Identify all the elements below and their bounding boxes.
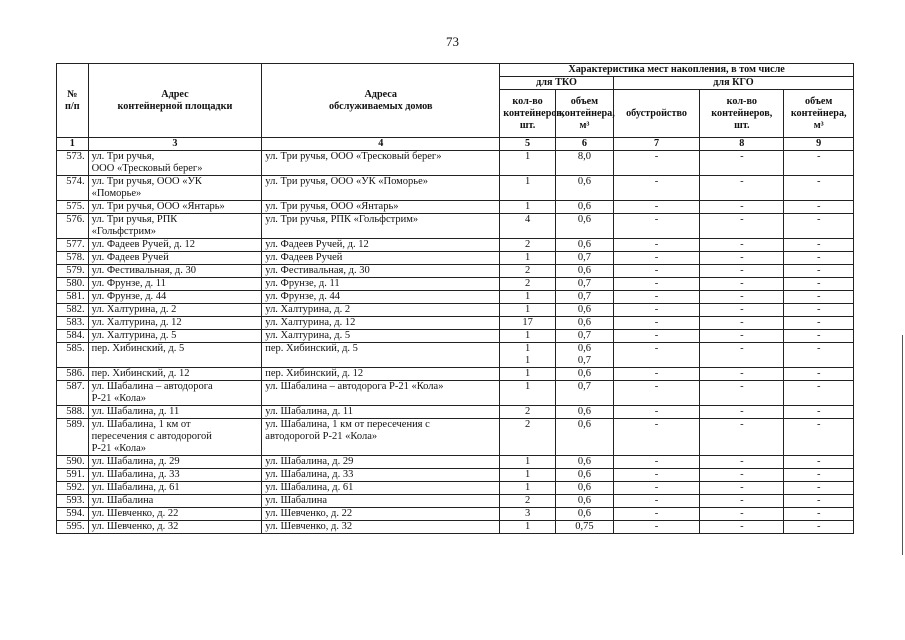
tko-container-volume: 0,6 bbox=[556, 201, 614, 214]
served-address: ул. Халтурина, д. 5 bbox=[262, 330, 500, 343]
column-numbers-row bbox=[57, 138, 854, 151]
arrangement: - bbox=[613, 151, 699, 176]
arrangement: - bbox=[613, 495, 699, 508]
site-address: ул. Три ручья, РПК «Гольфстрим» bbox=[88, 214, 262, 239]
row-number: 584. bbox=[57, 330, 89, 343]
site-address: ул. Шабалина, 1 км от пересечения с автодорогой Р-21 «Кола» bbox=[88, 419, 262, 456]
table-row bbox=[57, 508, 854, 521]
tko-container-volume: 0,7 bbox=[556, 291, 614, 304]
site-address: ул. Три ручья, ООО «Янтарь» bbox=[88, 201, 262, 214]
row-number: 578. bbox=[57, 252, 89, 265]
kgo-container-volume: - bbox=[784, 508, 854, 521]
site-address: ул. Фрунзе, д. 44 bbox=[88, 291, 262, 304]
site-address: ул. Шевченко, д. 22 bbox=[88, 508, 262, 521]
arrangement: - bbox=[613, 343, 699, 368]
served-address: ул. Шабалина, д. 11 bbox=[262, 406, 500, 419]
site-address: ул. Шабалина, д. 29 bbox=[88, 456, 262, 469]
header-served-addresses: Адреса обслуживаемых домов bbox=[262, 64, 500, 138]
header-characteristics: Характеристика мест накопления, в том числе bbox=[500, 64, 854, 77]
header-site-address: Адрес контейнерной площадки bbox=[88, 64, 262, 138]
arrangement: - bbox=[613, 469, 699, 482]
row-number: 575. bbox=[57, 201, 89, 214]
tko-container-count: 1 1 bbox=[500, 343, 556, 368]
site-address: ул. Фрунзе, д. 11 bbox=[88, 278, 262, 291]
table-row bbox=[57, 406, 854, 419]
kgo-container-count: - bbox=[700, 201, 784, 214]
tko-container-count: 1 bbox=[500, 482, 556, 495]
kgo-container-count: - bbox=[700, 278, 784, 291]
served-address: ул. Шабалина, д. 61 bbox=[262, 482, 500, 495]
tko-container-volume: 0,6 bbox=[556, 406, 614, 419]
tko-container-volume: 0,6 bbox=[556, 482, 614, 495]
kgo-container-count: - bbox=[700, 214, 784, 239]
kgo-container-volume: - bbox=[784, 368, 854, 381]
row-number: 592. bbox=[57, 482, 89, 495]
kgo-container-count: - bbox=[700, 368, 784, 381]
kgo-container-count: - bbox=[700, 381, 784, 406]
served-address: ул. Шабалина, д. 29 bbox=[262, 456, 500, 469]
arrangement: - bbox=[613, 456, 699, 469]
served-address: ул. Шабалина – автодорога Р-21 «Кола» bbox=[262, 381, 500, 406]
page-edge-line bbox=[902, 335, 903, 555]
served-address: ул. Шабалина bbox=[262, 495, 500, 508]
tko-container-count: 4 bbox=[500, 214, 556, 239]
kgo-container-volume: - bbox=[784, 151, 854, 176]
table-body bbox=[57, 151, 854, 534]
served-address: ул. Халтурина, д. 12 bbox=[262, 317, 500, 330]
tko-container-count: 2 bbox=[500, 495, 556, 508]
table-row bbox=[57, 482, 854, 495]
tko-container-count: 1 bbox=[500, 304, 556, 317]
row-number: 577. bbox=[57, 239, 89, 252]
kgo-container-volume: - bbox=[784, 381, 854, 406]
kgo-container-volume: - bbox=[784, 456, 854, 469]
row-number: 585. bbox=[57, 343, 89, 368]
served-address: пер. Хибинский, д. 5 bbox=[262, 343, 500, 368]
kgo-container-count: - bbox=[700, 265, 784, 278]
site-address: ул. Шабалина, д. 61 bbox=[88, 482, 262, 495]
table-row bbox=[57, 456, 854, 469]
site-address: ул. Халтурина, д. 12 bbox=[88, 317, 262, 330]
tko-container-volume: 0,6 bbox=[556, 495, 614, 508]
row-number: 591. bbox=[57, 469, 89, 482]
tko-container-count: 2 bbox=[500, 265, 556, 278]
row-number: 589. bbox=[57, 419, 89, 456]
tko-container-volume: 8,0 bbox=[556, 151, 614, 176]
kgo-container-count: - bbox=[700, 317, 784, 330]
header-tko-count: кол-во контейнеров, шт. bbox=[500, 90, 556, 138]
served-address: ул. Халтурина, д. 2 bbox=[262, 304, 500, 317]
kgo-container-volume: - bbox=[784, 291, 854, 304]
served-address: ул. Три ручья, ООО «Янтарь» bbox=[262, 201, 500, 214]
row-number: 590. bbox=[57, 456, 89, 469]
kgo-container-volume: - bbox=[784, 330, 854, 343]
table-row bbox=[57, 330, 854, 343]
served-address: пер. Хибинский, д. 12 bbox=[262, 368, 500, 381]
served-address: ул. Три ручья, ООО «УК «Поморье» bbox=[262, 176, 500, 201]
site-address: пер. Хибинский, д. 12 bbox=[88, 368, 262, 381]
served-address: ул. Шевченко, д. 32 bbox=[262, 521, 500, 534]
tko-container-volume: 0,6 bbox=[556, 469, 614, 482]
site-address: ул. Халтурина, д. 2 bbox=[88, 304, 262, 317]
tko-container-count: 1 bbox=[500, 368, 556, 381]
arrangement: - bbox=[613, 265, 699, 278]
arrangement: - bbox=[613, 176, 699, 201]
container-sites-table bbox=[56, 63, 854, 534]
tko-container-count: 3 bbox=[500, 508, 556, 521]
row-number: 579. bbox=[57, 265, 89, 278]
row-number: 594. bbox=[57, 508, 89, 521]
table-row bbox=[57, 304, 854, 317]
arrangement: - bbox=[613, 291, 699, 304]
table-row bbox=[57, 278, 854, 291]
tko-container-volume: 0,6 bbox=[556, 239, 614, 252]
tko-container-count: 1 bbox=[500, 469, 556, 482]
row-number: 580. bbox=[57, 278, 89, 291]
row-number: 582. bbox=[57, 304, 89, 317]
row-number: 574. bbox=[57, 176, 89, 201]
table-row bbox=[57, 176, 854, 201]
row-number: 583. bbox=[57, 317, 89, 330]
kgo-container-count: - bbox=[700, 176, 784, 201]
kgo-container-volume: - bbox=[784, 521, 854, 534]
column-number: 6 bbox=[556, 138, 614, 151]
kgo-container-count: - bbox=[700, 508, 784, 521]
site-address: ул. Три ручья, ООО «УК «Поморье» bbox=[88, 176, 262, 201]
tko-container-volume: 0,75 bbox=[556, 521, 614, 534]
kgo-container-count: - bbox=[700, 482, 784, 495]
tko-container-volume: 0,6 bbox=[556, 176, 614, 201]
kgo-container-count: - bbox=[700, 406, 784, 419]
arrangement: - bbox=[613, 419, 699, 456]
tko-container-volume: 0,6 bbox=[556, 214, 614, 239]
served-address: ул. Шабалина, 1 км от пересечения с автодорогой Р-21 «Кола» bbox=[262, 419, 500, 456]
tko-container-volume: 0,6 bbox=[556, 265, 614, 278]
table-row bbox=[57, 151, 854, 176]
tko-container-count: 2 bbox=[500, 406, 556, 419]
site-address: ул. Шевченко, д. 32 bbox=[88, 521, 262, 534]
table-row bbox=[57, 239, 854, 252]
arrangement: - bbox=[613, 214, 699, 239]
tko-container-count: 1 bbox=[500, 201, 556, 214]
tko-container-volume: 0,7 bbox=[556, 278, 614, 291]
served-address: ул. Фадеев Ручей, д. 12 bbox=[262, 239, 500, 252]
kgo-container-volume: - bbox=[784, 214, 854, 239]
served-address: ул. Фрунзе, д. 11 bbox=[262, 278, 500, 291]
header-tko: для ТКО bbox=[500, 77, 614, 90]
served-address: ул. Три ручья, РПК «Гольфстрим» bbox=[262, 214, 500, 239]
table-row bbox=[57, 265, 854, 278]
kgo-container-volume: - bbox=[784, 201, 854, 214]
table-row bbox=[57, 343, 854, 368]
kgo-container-volume: - bbox=[784, 482, 854, 495]
tko-container-count: 1 bbox=[500, 521, 556, 534]
site-address: ул. Халтурина, д. 5 bbox=[88, 330, 262, 343]
kgo-container-count: - bbox=[700, 304, 784, 317]
kgo-container-count: - bbox=[700, 291, 784, 304]
tko-container-volume: 0,6 bbox=[556, 456, 614, 469]
row-number: 593. bbox=[57, 495, 89, 508]
column-number: 9 bbox=[784, 138, 854, 151]
kgo-container-count: - bbox=[700, 252, 784, 265]
arrangement: - bbox=[613, 239, 699, 252]
tko-container-count: 1 bbox=[500, 381, 556, 406]
tko-container-count: 1 bbox=[500, 330, 556, 343]
tko-container-count: 17 bbox=[500, 317, 556, 330]
tko-container-volume: 0,6 bbox=[556, 419, 614, 456]
table-row bbox=[57, 368, 854, 381]
table-row bbox=[57, 214, 854, 239]
arrangement: - bbox=[613, 330, 699, 343]
table-row bbox=[57, 291, 854, 304]
arrangement: - bbox=[613, 482, 699, 495]
column-number: 1 bbox=[57, 138, 89, 151]
table-row bbox=[57, 495, 854, 508]
kgo-container-count: - bbox=[700, 495, 784, 508]
kgo-container-volume: - bbox=[784, 495, 854, 508]
kgo-container-volume: - bbox=[784, 265, 854, 278]
tko-container-volume: 0,6 bbox=[556, 304, 614, 317]
served-address: ул. Шевченко, д. 22 bbox=[262, 508, 500, 521]
site-address: пер. Хибинский, д. 5 bbox=[88, 343, 262, 368]
header-arrangement: обустройство bbox=[613, 90, 699, 138]
arrangement: - bbox=[613, 252, 699, 265]
tko-container-volume: 0,7 bbox=[556, 330, 614, 343]
arrangement: - bbox=[613, 508, 699, 521]
table-row bbox=[57, 201, 854, 214]
table-row bbox=[57, 381, 854, 406]
table-row bbox=[57, 469, 854, 482]
tko-container-count: 1 bbox=[500, 252, 556, 265]
tko-container-count: 2 bbox=[500, 419, 556, 456]
row-number: 595. bbox=[57, 521, 89, 534]
tko-container-volume: 0,6 0,7 bbox=[556, 343, 614, 368]
table-row bbox=[57, 317, 854, 330]
row-number: 581. bbox=[57, 291, 89, 304]
served-address: ул. Фестивальная, д. 30 bbox=[262, 265, 500, 278]
tko-container-volume: 0,7 bbox=[556, 381, 614, 406]
kgo-container-volume: - bbox=[784, 304, 854, 317]
kgo-container-count: - bbox=[700, 456, 784, 469]
kgo-container-volume: - bbox=[784, 239, 854, 252]
column-number: 7 bbox=[613, 138, 699, 151]
row-number: 586. bbox=[57, 368, 89, 381]
row-number: 576. bbox=[57, 214, 89, 239]
table-row bbox=[57, 521, 854, 534]
tko-container-volume: 0,6 bbox=[556, 508, 614, 521]
tko-container-volume: 0,6 bbox=[556, 368, 614, 381]
kgo-container-count: - bbox=[700, 330, 784, 343]
site-address: ул. Фадеев Ручей bbox=[88, 252, 262, 265]
row-number: 587. bbox=[57, 381, 89, 406]
kgo-container-count: - bbox=[700, 151, 784, 176]
kgo-container-volume: - bbox=[784, 469, 854, 482]
tko-container-count: 2 bbox=[500, 239, 556, 252]
kgo-container-volume: - bbox=[784, 252, 854, 265]
tko-container-count: 2 bbox=[500, 278, 556, 291]
tko-container-count: 1 bbox=[500, 456, 556, 469]
kgo-container-count: - bbox=[700, 469, 784, 482]
kgo-container-volume: - bbox=[784, 176, 854, 201]
header-kgo: для КГО bbox=[613, 77, 853, 90]
kgo-container-count: - bbox=[700, 419, 784, 456]
site-address: ул. Шабалина bbox=[88, 495, 262, 508]
header-kgo-volume: объем контейнера, м³ bbox=[784, 90, 854, 138]
site-address: ул. Шабалина, д. 33 bbox=[88, 469, 262, 482]
site-address: ул. Фадеев Ручей, д. 12 bbox=[88, 239, 262, 252]
arrangement: - bbox=[613, 317, 699, 330]
column-number: 4 bbox=[262, 138, 500, 151]
tko-container-count: 1 bbox=[500, 151, 556, 176]
kgo-container-volume: - bbox=[784, 406, 854, 419]
header-tko-volume: объем контейнера, м³ bbox=[556, 90, 614, 138]
column-number: 5 bbox=[500, 138, 556, 151]
tko-container-volume: 0,7 bbox=[556, 252, 614, 265]
site-address: ул. Шабалина, д. 11 bbox=[88, 406, 262, 419]
site-address: ул. Фестивальная, д. 30 bbox=[88, 265, 262, 278]
tko-container-volume: 0,6 bbox=[556, 317, 614, 330]
row-number: 573. bbox=[57, 151, 89, 176]
site-address: ул. Шабалина – автодорога Р-21 «Кола» bbox=[88, 381, 262, 406]
arrangement: - bbox=[613, 201, 699, 214]
served-address: ул. Фадеев Ручей bbox=[262, 252, 500, 265]
arrangement: - bbox=[613, 304, 699, 317]
arrangement: - bbox=[613, 406, 699, 419]
table-row bbox=[57, 419, 854, 456]
kgo-container-volume: - bbox=[784, 419, 854, 456]
row-number: 588. bbox=[57, 406, 89, 419]
kgo-container-volume: - bbox=[784, 278, 854, 291]
arrangement: - bbox=[613, 368, 699, 381]
column-number: 8 bbox=[700, 138, 784, 151]
kgo-container-count: - bbox=[700, 239, 784, 252]
served-address: ул. Шабалина, д. 33 bbox=[262, 469, 500, 482]
tko-container-count: 1 bbox=[500, 176, 556, 201]
page-number: 73 bbox=[446, 34, 459, 49]
kgo-container-volume: - bbox=[784, 317, 854, 330]
arrangement: - bbox=[613, 381, 699, 406]
kgo-container-volume: - bbox=[784, 343, 854, 368]
served-address: ул. Фрунзе, д. 44 bbox=[262, 291, 500, 304]
site-address: ул. Три ручья, ООО «Тресковый берег» bbox=[88, 151, 262, 176]
header-kgo-count: кол-во контейнеров, шт. bbox=[700, 90, 784, 138]
column-number: 3 bbox=[88, 138, 262, 151]
header-no: № п/п bbox=[57, 64, 89, 138]
kgo-container-count: - bbox=[700, 521, 784, 534]
kgo-container-count: - bbox=[700, 343, 784, 368]
served-address: ул. Три ручья, ООО «Тресковый берег» bbox=[262, 151, 500, 176]
arrangement: - bbox=[613, 278, 699, 291]
table-row bbox=[57, 252, 854, 265]
arrangement: - bbox=[613, 521, 699, 534]
tko-container-count: 1 bbox=[500, 291, 556, 304]
